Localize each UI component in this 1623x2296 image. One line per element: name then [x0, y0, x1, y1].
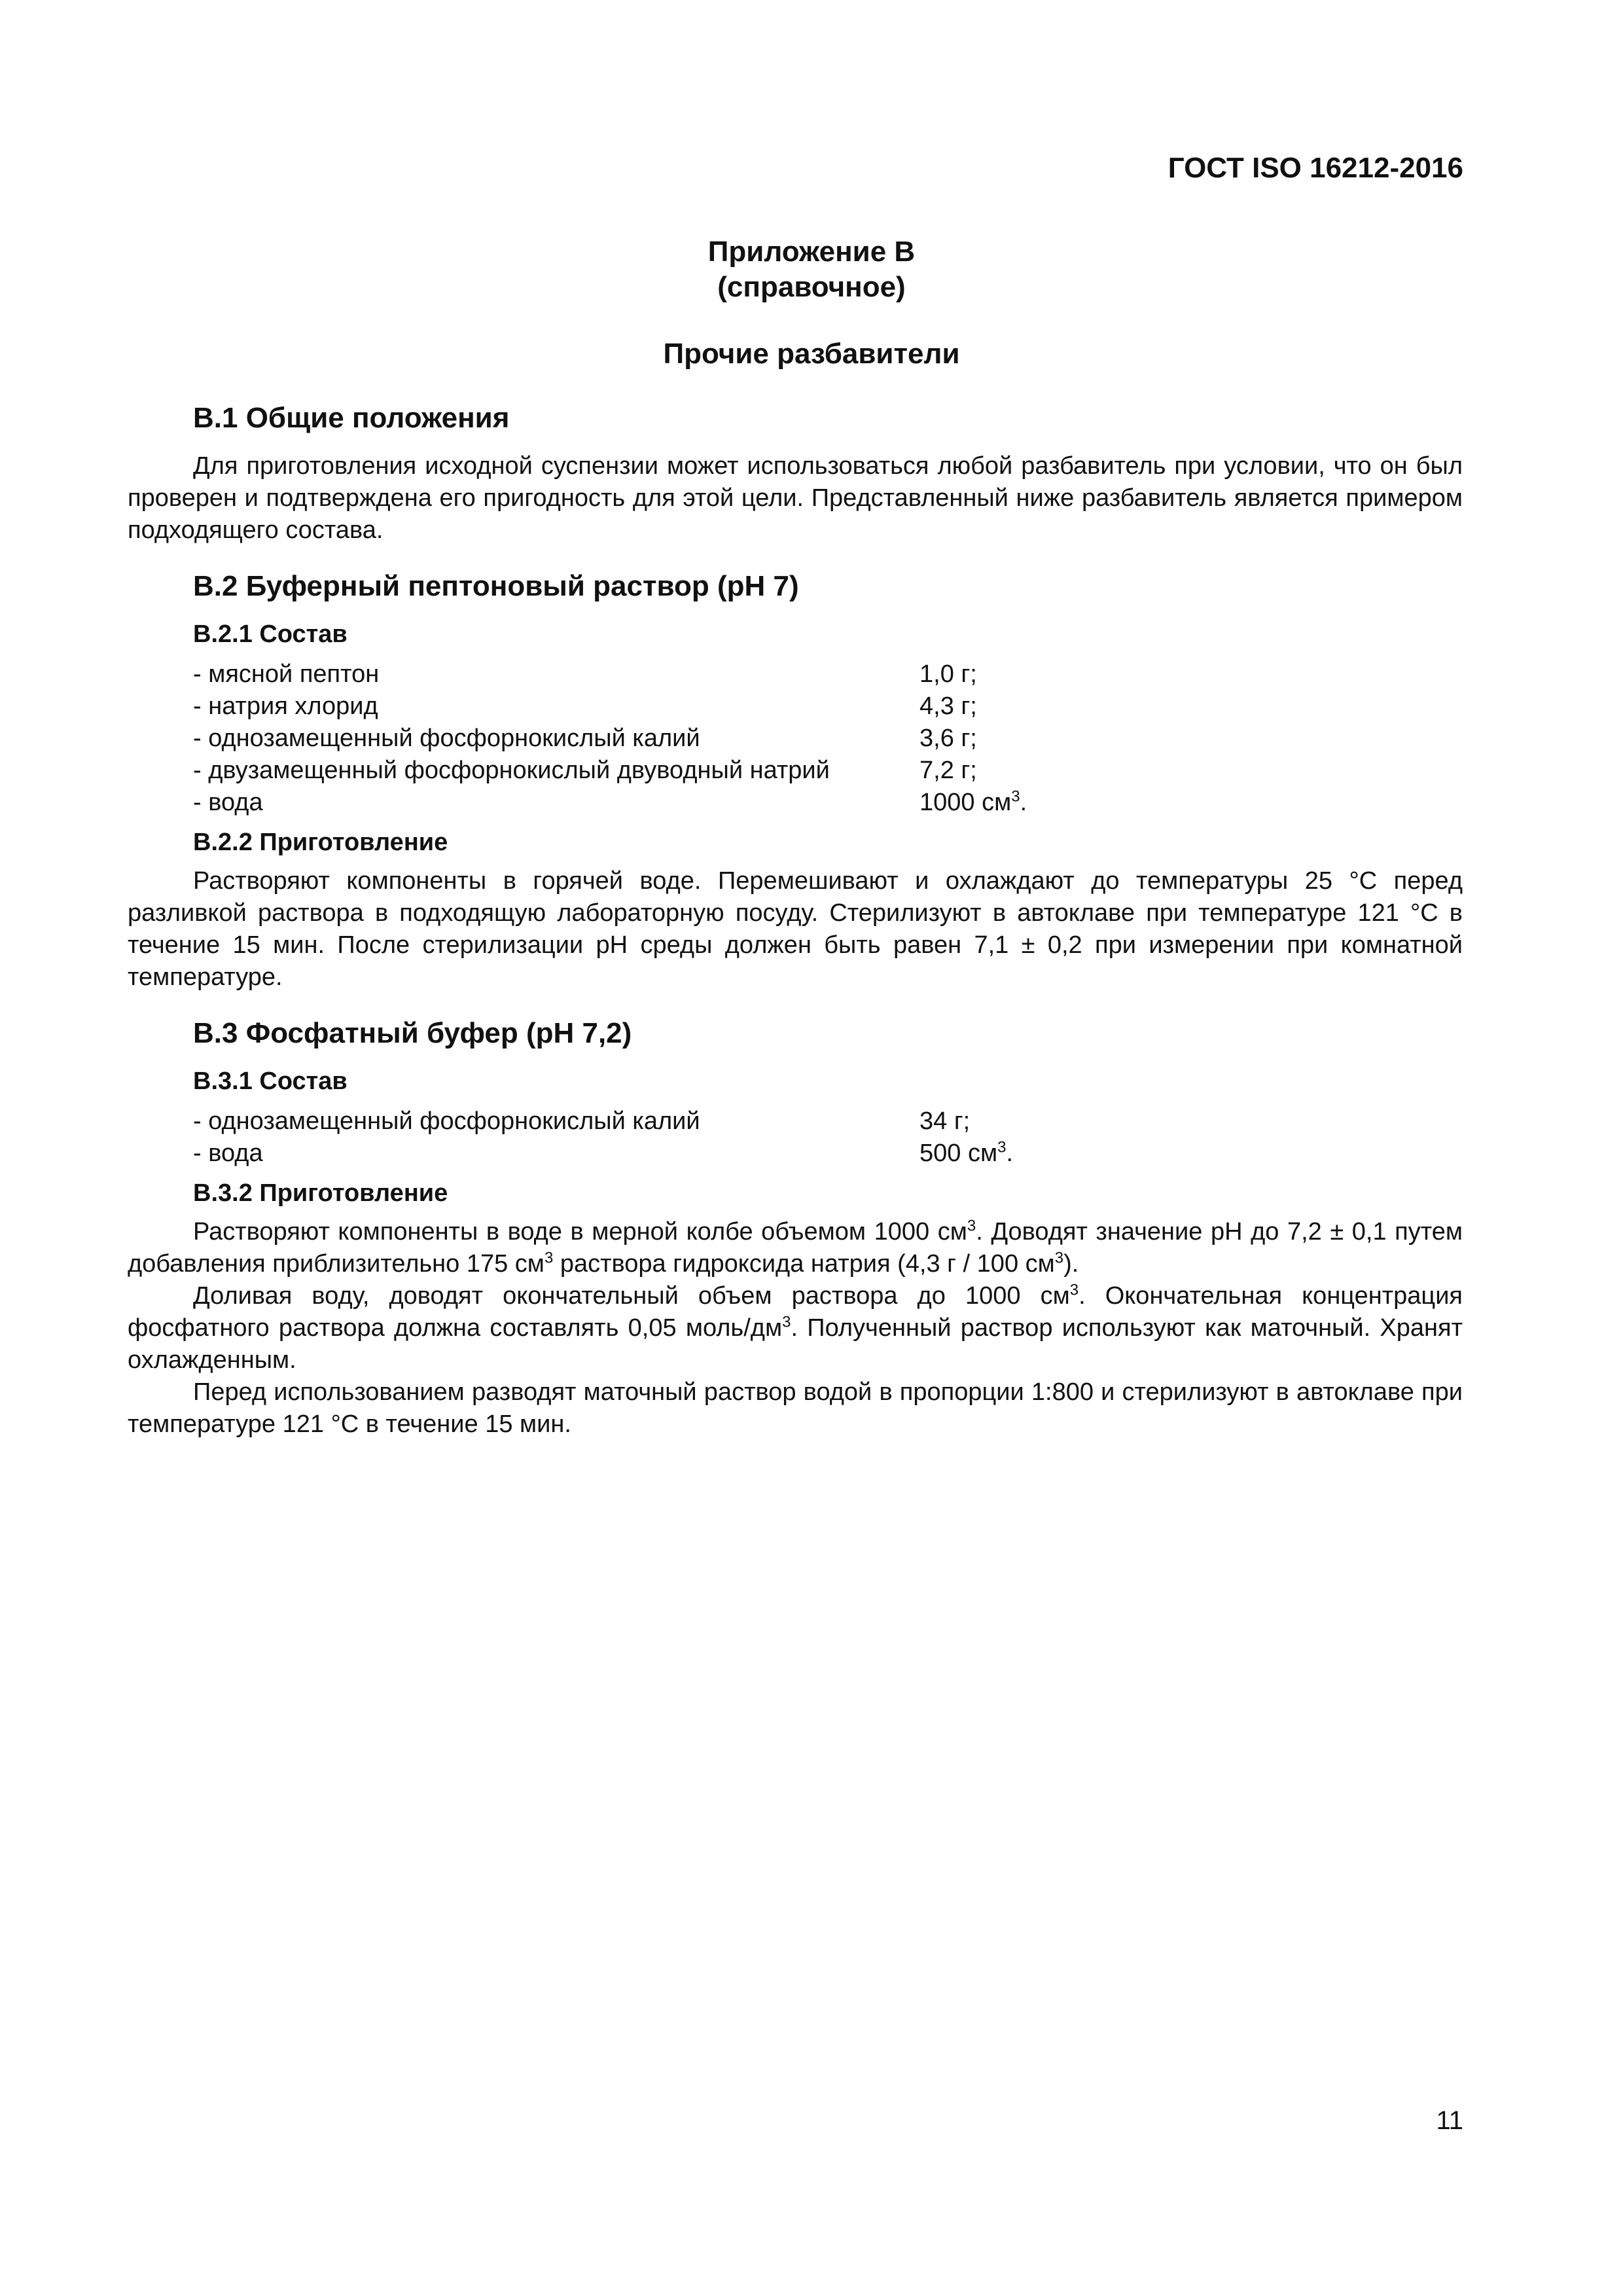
- text-run: ).: [1063, 1250, 1079, 1278]
- table-row: [193, 787, 1027, 819]
- section-b3-1-heading: В.3.1 Состав: [193, 1067, 348, 1095]
- component-amount: 34 г;: [919, 1107, 971, 1135]
- component-name: - вода: [193, 789, 263, 816]
- section-b3-heading: В.3 Фосфатный буфер (рН 7,2): [193, 1017, 632, 1049]
- component-amount: [919, 1138, 1013, 1170]
- document-content: [128, 401, 1463, 1441]
- section-b3-2-heading: В.3.2 Приготовление: [193, 1179, 448, 1207]
- component-name: - двузамещенный фосфорнокислый двуводный натрий: [193, 757, 830, 784]
- component-amount: 3,6 г;: [919, 725, 977, 752]
- component-name: - мясной пептон: [193, 660, 380, 688]
- component-name: - вода: [193, 1139, 263, 1167]
- text-run: Растворяют компоненты в воде в мерной колбе объемом 1000 см: [193, 1218, 967, 1246]
- superscript: 3: [997, 1138, 1007, 1157]
- appendix-label: Приложение В: [707, 236, 916, 268]
- page-number: 11: [1436, 2106, 1463, 2135]
- table-row: [193, 755, 1027, 787]
- amount-suffix: .: [1020, 789, 1027, 816]
- section-b3-2-paragraph-2: [128, 1280, 1463, 1376]
- amount-suffix: .: [1006, 1139, 1014, 1167]
- section-b1-paragraph: Для приготовления исходной суспензии может использоваться любой разбавитель при условии, что он был проверен и подтверждена его пригодность для этой цели. Представленный ниже разбавитель является примером подходящего состава.: [128, 452, 1463, 544]
- component-name: - однозамещенный фосфорнокислый калий: [193, 1107, 700, 1135]
- amount-value: 1000 см: [919, 789, 1012, 816]
- section-b1-heading: В.1 Общие положения: [193, 402, 510, 434]
- text-run: раствора гидроксида натрия (4,3 г / 100 см: [553, 1250, 1055, 1278]
- appendix-title: [0, 234, 1623, 305]
- section-b2-2-paragraph: Растворяют компоненты в горячей воде. Перемешивают и охлаждают до температуры 25 °С перед разливкой раствора в подходящую лабораторную посуду. Стерилизуют в автоклаве при температуре 121 °С в течение 15 мин. После стерилизации рН среды должен быть равен 7,1 ± 0,2 при измерении при комнатной температуре.: [128, 867, 1463, 991]
- component-name: - однозамещенный фосфорнокислый калий: [193, 725, 700, 752]
- table-row: [193, 1105, 1013, 1138]
- component-name: - натрия хлорид: [193, 692, 378, 720]
- main-title: Прочие разбавители: [663, 338, 960, 370]
- superscript: 3: [1054, 1249, 1064, 1267]
- section-b2-2-heading: В.2.2 Приготовление: [193, 829, 448, 856]
- component-amount: [919, 787, 1027, 819]
- section-b3-2-paragraph-1: [128, 1216, 1463, 1280]
- text-run: . Полученный раствор используют как маточный. Хранят охлажденным.: [128, 1314, 1463, 1374]
- composition-table-b3: [193, 1105, 1013, 1170]
- table-row: [193, 723, 1027, 755]
- component-amount: 1,0 г;: [919, 660, 977, 688]
- section-b2-heading: В.2 Буферный пептоновый раствор (рН 7): [193, 570, 799, 602]
- superscript: 3: [544, 1249, 554, 1267]
- superscript: 3: [1011, 787, 1020, 806]
- superscript: 3: [1069, 1281, 1079, 1299]
- component-amount: 7,2 г;: [919, 757, 977, 784]
- table-row: [193, 658, 1027, 691]
- section-b2-1-heading: В.2.1 Состав: [193, 620, 348, 648]
- superscript: 3: [782, 1313, 791, 1331]
- table-row: [193, 1138, 1013, 1170]
- amount-value: 500 см: [919, 1139, 998, 1167]
- composition-table-b2: [193, 658, 1027, 819]
- text-run: . Окончательная концентрация фосфатного раствора должна составлять 0,05 моль/дм: [128, 1282, 1463, 1342]
- text-run: Доливая воду, доводят окончательный объем раствора до 1000 см: [193, 1282, 1070, 1310]
- component-amount: 4,3 г;: [919, 692, 977, 720]
- table-row: [193, 691, 1027, 723]
- text-run: . Доводят значение рН до 7,2 ± 0,1 путем добавления приблизительно 175 см: [128, 1218, 1463, 1278]
- appendix-type: (справочное): [717, 271, 906, 303]
- superscript: 3: [967, 1217, 976, 1235]
- section-b3-2-paragraph-3: Перед использованием разводят маточный раствор водой в пропорции 1:800 и стерилизуют в автоклаве при температуре 121 °С в течение 15 мин.: [128, 1378, 1463, 1438]
- document-code: ГОСТ ISO 16212-2016: [1168, 152, 1463, 184]
